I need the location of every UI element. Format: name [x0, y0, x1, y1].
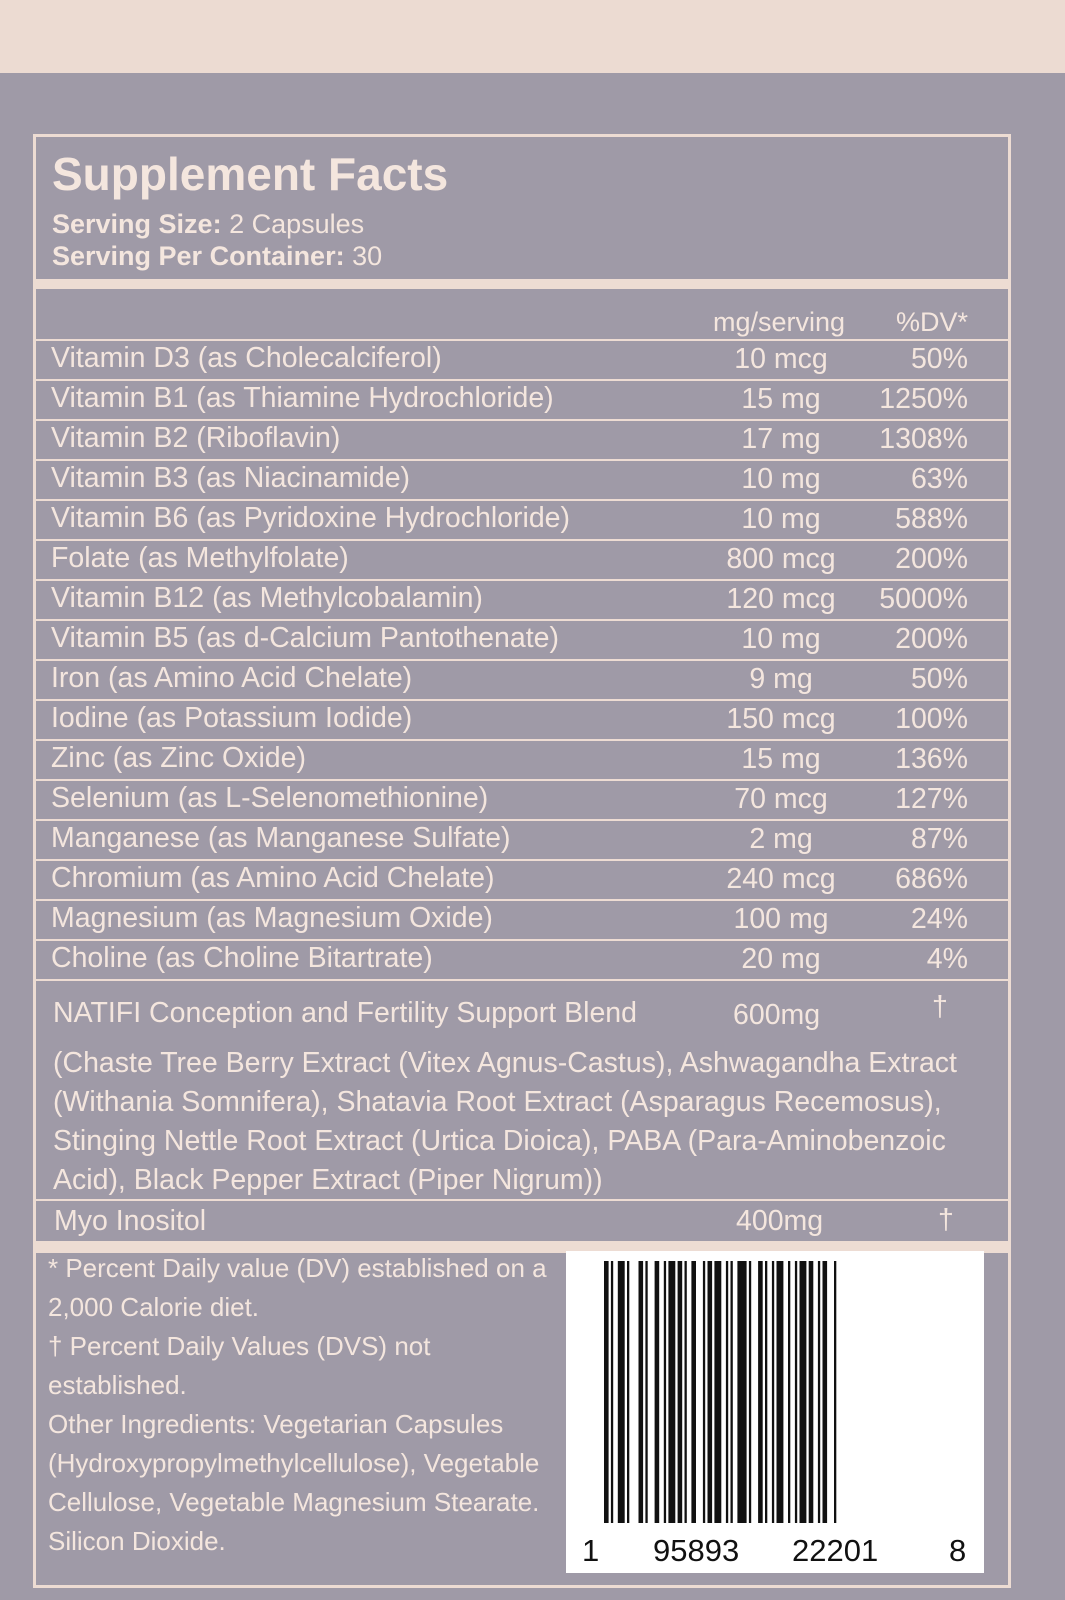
nutrient-amount: 120 mcg	[726, 583, 836, 615]
nutrient-name: Iodine (as Potassium Iodide)	[51, 702, 413, 734]
page-title: Supplement Facts	[52, 148, 449, 200]
nutrient-name: Folate (as Methylfolate)	[51, 542, 349, 574]
nutrient-table	[36, 303, 1008, 1253]
table-row	[36, 741, 1008, 781]
table-row	[36, 781, 1008, 821]
blend-dv: †	[932, 991, 948, 1023]
barcode-bar	[678, 1261, 683, 1523]
barcode-bar	[765, 1261, 767, 1523]
nutrient-name: Selenium (as L-Selenomethionine)	[51, 782, 489, 814]
myo-inositol-row	[36, 1201, 1008, 1253]
nutrient-dv: 200%	[895, 543, 968, 575]
barcode-bar	[818, 1261, 820, 1523]
barcode-bar	[703, 1261, 705, 1523]
nutrient-dv: 63%	[910, 463, 968, 495]
nutrient-amount: 15 mg	[741, 383, 821, 415]
barcode	[566, 1251, 984, 1573]
nutrient-name: Vitamin B12 (as Methylcobalamin)	[51, 582, 483, 614]
dv-footnote: * Percent Daily value (DV) established on a 2,000 Calorie diet.	[48, 1253, 547, 1322]
nutrient-amount: 240 mcg	[726, 863, 836, 895]
barcode-bar	[611, 1261, 613, 1523]
nutrient-dv: 686%	[895, 863, 968, 895]
myo-dv: †	[938, 1204, 954, 1236]
blend-row	[36, 981, 1008, 1201]
barcode-bar	[800, 1261, 807, 1523]
supplement-facts-panel	[33, 134, 1011, 1588]
table-row	[36, 821, 1008, 861]
barcode-bars	[566, 1251, 984, 1573]
serving-size	[52, 209, 364, 240]
barcode-bar	[664, 1261, 666, 1523]
nutrient-name: Vitamin B6 (as Pyridoxine Hydrochloride)	[51, 502, 571, 534]
nutrient-name: Vitamin B1 (as Thiamine Hydrochloride)	[51, 382, 554, 414]
servings-label: Serving Per Container:	[52, 241, 345, 271]
barcode-bar	[809, 1261, 814, 1523]
nutrient-dv: 100%	[895, 703, 968, 735]
barcode-bar	[655, 1261, 660, 1523]
nutrient-dv: 127%	[895, 783, 968, 815]
barcode-bar	[708, 1261, 713, 1523]
blend-amount: 600mg	[733, 999, 821, 1031]
nutrient-amount: 800 mcg	[726, 543, 836, 575]
barcode-digits	[566, 1533, 984, 1567]
table-row	[36, 501, 1008, 541]
myo-name: Myo Inositol	[54, 1205, 207, 1237]
amount-column-header: mg/serving	[712, 307, 846, 337]
table-row	[36, 901, 1008, 941]
nutrient-dv: 87%	[910, 823, 968, 855]
serving-size-label: Serving Size:	[52, 209, 222, 239]
nutrient-name: Vitamin B3 (as Niacinamide)	[51, 462, 411, 494]
nutrient-amount: 10 mg	[741, 463, 821, 495]
footnotes	[48, 1249, 548, 1561]
barcode-bar	[691, 1261, 696, 1523]
top-band	[0, 0, 1065, 73]
nutrient-name: Vitamin B2 (Riboflavin)	[51, 422, 341, 454]
nutrient-amount: 70 mcg	[734, 783, 828, 815]
barcode-bar	[788, 1261, 790, 1523]
nutrient-name: Vitamin B5 (as d-Calcium Pantothenate)	[51, 622, 559, 654]
barcode-bar	[685, 1261, 687, 1523]
barcode-bar	[758, 1261, 763, 1523]
barcode-bar	[618, 1261, 625, 1523]
nutrient-amount: 150 mcg	[726, 703, 836, 735]
table-row	[36, 421, 1008, 461]
dagger-footnote: † Percent Daily Values (DVS) not established.	[48, 1331, 431, 1400]
barcode-bar	[795, 1261, 797, 1523]
other-ingredients: Other Ingredients: Vegetarian Capsules (Hydroxypropylmethylcellulose), Vegetable Cellulose, Vegetable Magnesium Stearate. Silicon Dioxide.	[48, 1409, 540, 1556]
nutrient-dv: 1250%	[879, 383, 968, 415]
barcode-bar	[823, 1261, 828, 1523]
nutrient-amount: 15 mg	[741, 743, 821, 775]
barcode-bar	[714, 1261, 721, 1523]
barcode-bar	[726, 1261, 728, 1523]
nutrient-dv: 588%	[895, 503, 968, 535]
barcode-bar	[772, 1261, 774, 1523]
nutrient-name: Choline (as Choline Bitartrate)	[51, 942, 433, 974]
table-row	[36, 701, 1008, 741]
nutrient-amount: 20 mg	[741, 943, 821, 975]
nutrient-name: Magnesium (as Magnesium Oxide)	[51, 902, 493, 934]
table-row	[36, 541, 1008, 581]
barcode-lead-digit: 1	[582, 1533, 600, 1568]
nutrient-dv: 5000%	[879, 583, 968, 615]
nutrient-dv: 1308%	[879, 423, 968, 455]
table-row	[36, 861, 1008, 901]
barcode-check-digit: 8	[949, 1533, 967, 1568]
nutrient-dv: 200%	[895, 623, 968, 655]
barcode-right-group: 22201	[792, 1533, 879, 1568]
table-header-row	[36, 303, 1008, 341]
nutrient-dv: 4%	[926, 943, 968, 975]
barcode-bar	[777, 1261, 784, 1523]
myo-amount: 400mg	[736, 1205, 824, 1237]
table-row	[36, 461, 1008, 501]
table-row	[36, 941, 1008, 981]
nutrient-name: Manganese (as Manganese Sulfate)	[51, 822, 511, 854]
table-row	[36, 341, 1008, 381]
blend-name: NATIFI Conception and Fertility Support Blend	[53, 997, 637, 1029]
barcode-bar	[749, 1261, 751, 1523]
barcode-bar	[604, 1261, 609, 1523]
blend-ingredients: (Chaste Tree Berry Extract (Vitex Agnus-Castus), Ashwagandha Extract (Withania Somnifera), Shatavia Root Extract (Asparagus Recemosus), Stinging Nettle Root Extract (Urtica Dioica), PABA (Para-Aminobenzoic Acid), Black Pepper Extract (Piper Nigrum))	[53, 1047, 957, 1196]
barcode-bar	[834, 1261, 836, 1523]
barcode-bar	[627, 1261, 629, 1523]
table-row	[36, 381, 1008, 421]
barcode-bar	[668, 1261, 675, 1523]
servings-value: 30	[344, 241, 383, 271]
nutrient-name: Iron (as Amino Acid Chelate)	[51, 662, 413, 694]
table-row	[36, 661, 1008, 701]
nutrient-dv: 50%	[910, 343, 968, 375]
nutrient-name: Chromium (as Amino Acid Chelate)	[51, 862, 495, 894]
facts-header	[36, 137, 1008, 289]
table-row	[36, 581, 1008, 621]
barcode-bar	[639, 1261, 644, 1523]
nutrient-dv: 50%	[910, 663, 968, 695]
serving-size-value: 2 Capsules	[221, 209, 365, 239]
nutrient-dv: 24%	[910, 903, 968, 935]
nutrient-amount: 10 mg	[741, 623, 821, 655]
nutrient-rows	[36, 341, 1008, 981]
barcode-left-group: 95893	[653, 1533, 740, 1568]
nutrient-amount: 100 mg	[733, 903, 829, 935]
nutrient-amount: 17 mg	[741, 423, 821, 455]
table-row	[36, 621, 1008, 661]
nutrient-amount: 10 mcg	[734, 343, 828, 375]
nutrient-amount: 10 mg	[741, 503, 821, 535]
barcode-bar	[737, 1261, 746, 1523]
dv-column-header: %DV*	[895, 307, 968, 337]
barcode-bar	[645, 1261, 647, 1523]
nutrient-name: Vitamin D3 (as Cholecalciferol)	[51, 342, 442, 374]
barcode-bar	[731, 1261, 733, 1523]
nutrient-dv: 136%	[895, 743, 968, 775]
nutrient-amount: 2 mg	[749, 823, 813, 855]
nutrient-name: Zinc (as Zinc Oxide)	[51, 742, 306, 774]
servings-per-container	[52, 241, 382, 272]
nutrient-amount: 9 mg	[749, 663, 813, 695]
